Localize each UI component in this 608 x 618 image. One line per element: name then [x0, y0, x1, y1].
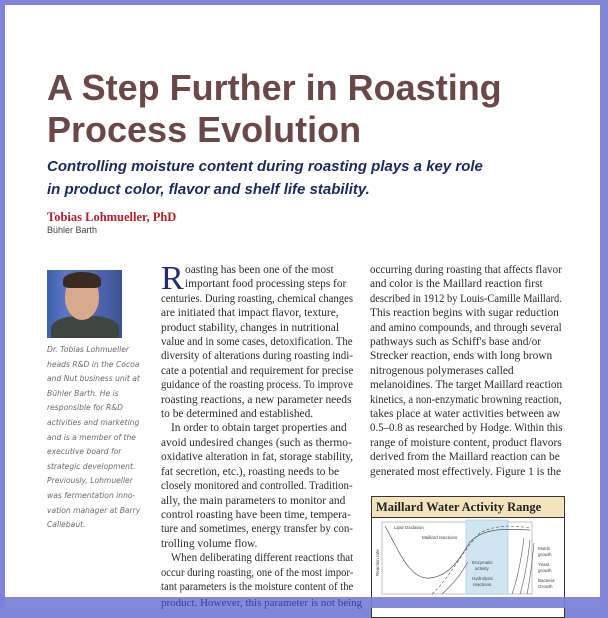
- window-frame-right: [600, 0, 608, 608]
- text-line: trolling volume flow.: [161, 537, 258, 550]
- text-line: Strecker reaction, ends with long brown: [370, 350, 553, 363]
- text-line-row: [161, 277, 353, 291]
- subtitle-line: [47, 155, 492, 178]
- text-line-row: [161, 306, 353, 320]
- text-line: occur during roasting, one of the most impor-: [161, 566, 354, 579]
- text-line-row: [47, 504, 147, 519]
- text-line-row: [47, 372, 147, 387]
- label-bacteria: Growth: [538, 584, 553, 589]
- text-line: pathways such as Schiff's base and/or: [370, 336, 542, 349]
- text-line: executive board for: [47, 447, 122, 457]
- text-line-row: [161, 580, 353, 594]
- label-enzymatic: Enzymatic: [472, 560, 493, 565]
- text-line: kinetics, a non-enzymatic browning reaction,: [370, 393, 562, 406]
- text-line-row: [370, 335, 562, 349]
- text-line: avoid undesired changes (such as thermo-: [161, 436, 352, 449]
- label-lipid-oxidation: Lipid Oxidation: [394, 525, 424, 530]
- text-line: cate a potential and requirement for precise: [161, 364, 354, 377]
- text-line-row: [370, 436, 562, 450]
- text-line: activities and marketing: [47, 417, 140, 427]
- text-line: 0.5–0.8 as researched by Hodge. Within this: [370, 422, 563, 435]
- y-axis-label: Reaction rate: [375, 549, 380, 576]
- text-line-row: [47, 518, 147, 533]
- subtitle-line: [47, 178, 492, 201]
- text-line: was fermentation inno-: [47, 490, 136, 500]
- text-line-row: [47, 460, 147, 475]
- text-line: closely monitored and controlled. Tradition-: [161, 480, 353, 493]
- text-line-row: [370, 450, 562, 464]
- text-line-row: [370, 277, 562, 291]
- text-line: melanoidines. The target Maillard reaction: [370, 379, 563, 392]
- author-name: Tobias Lohmueller, PhD: [47, 210, 177, 224]
- label-hydrolysis: Hydrolysis: [472, 576, 493, 581]
- text-line-row: [161, 508, 353, 522]
- photo-hair: [63, 272, 101, 288]
- text-line: control roasting have been time, tempera-: [161, 508, 351, 521]
- text-line: derived from the Maillard reaction can be: [370, 451, 560, 464]
- text-line-row: [47, 445, 147, 460]
- author-photo: [47, 270, 122, 338]
- text-line: important food processing steps for: [185, 278, 347, 291]
- text-line-row: [370, 407, 562, 421]
- text-line-row: [370, 292, 562, 306]
- author-affiliation: Bühler Barth: [47, 225, 98, 235]
- text-line-row: [161, 393, 353, 407]
- text-line-row: [47, 358, 147, 373]
- subtitle-line-text: in product color, flavor and shelf life stability.: [47, 181, 370, 198]
- text-line: guidance of the roasting process. To improve: [161, 379, 353, 392]
- chart-frame: [382, 522, 532, 594]
- text-line-row: [370, 393, 562, 407]
- label-bacteria: Bacteria: [538, 578, 555, 583]
- text-line: fat secretion, etc.), roasting needs to be: [161, 465, 340, 478]
- text-line: are initiated that impact flavor, texture,: [161, 307, 339, 320]
- text-line-row: [47, 416, 147, 431]
- text-line-row: [47, 431, 147, 446]
- label-molds: growth: [538, 552, 552, 557]
- text-line: In order to obtain target properties and: [171, 422, 347, 435]
- label-enzymatic: activity: [475, 566, 489, 571]
- text-line-row: [370, 421, 562, 435]
- text-line-row: [161, 465, 353, 479]
- title-line-text: A Step Further in Roasting: [47, 67, 502, 108]
- text-line: oasting has been one of the most: [185, 264, 334, 276]
- text-line-row: [161, 479, 353, 493]
- text-line: tant parameters is the moisture content of the: [161, 580, 354, 593]
- text-line-row: [370, 321, 562, 335]
- text-line: Dr. Tobias Lohmueller: [47, 345, 129, 354]
- figure-title: Maillard Water Activity Range: [372, 497, 564, 518]
- text-line: diversity of alterations during roasting indi-: [161, 350, 353, 363]
- label-molds: Molds: [538, 546, 551, 551]
- text-line: nitrogenous polymerases called: [370, 364, 514, 377]
- text-line: heads R&D in the Cocoa: [47, 359, 140, 369]
- text-line: value and in some cases, detoxification. The: [161, 336, 353, 349]
- text-line-row: [161, 378, 353, 392]
- text-line-row: [161, 566, 353, 580]
- text-line-row: [161, 263, 353, 277]
- text-line-row: [161, 494, 353, 508]
- text-line-row: [161, 436, 353, 450]
- body-column-2: [370, 263, 562, 479]
- article-subtitle: [47, 155, 492, 201]
- text-line: described in 1912 by Louis-Camille Maillard.: [370, 292, 562, 305]
- text-line-row: [161, 407, 353, 421]
- text-line: Callebaut.: [47, 520, 86, 530]
- text-line: range of moisture content, product flavors: [370, 436, 562, 449]
- text-line-row: [161, 522, 353, 536]
- text-line-row: [370, 263, 562, 277]
- text-line: responsible for R&D: [47, 403, 124, 413]
- microbial-growth-curves: [512, 538, 534, 594]
- text-line-row: [161, 349, 353, 363]
- text-line: ture and sometimes, energy transfer by con-: [161, 523, 354, 536]
- text-line: occurring during roasting that affects flavor: [370, 264, 562, 276]
- text-line: and color is the Maillard reaction first: [370, 278, 543, 291]
- text-line-row: [47, 387, 147, 402]
- text-line: and is a member of the: [47, 432, 136, 442]
- text-line-row: [370, 306, 562, 320]
- author-bio: [47, 343, 147, 533]
- label-yeast: growth: [538, 568, 552, 573]
- text-line-row: [161, 292, 353, 306]
- title-line: [47, 67, 507, 109]
- text-line: oxidative alteration in fat, storage stability,: [161, 451, 354, 464]
- text-line: When deliberating different reactions that: [171, 552, 354, 565]
- text-line-row: [370, 378, 562, 392]
- text-line-row: [161, 364, 353, 378]
- text-line: to be determined and established.: [161, 408, 314, 421]
- text-line: strategic development.: [47, 461, 136, 471]
- text-line: Bühler Barth. He is: [47, 388, 119, 398]
- title-line: [47, 109, 507, 151]
- text-line-row: [370, 364, 562, 378]
- text-line-row: [370, 465, 562, 479]
- text-line-row: [47, 474, 147, 489]
- text-line-row: [47, 489, 147, 504]
- label-yeast: Yeast: [538, 562, 550, 567]
- text-line-row: [161, 551, 353, 565]
- text-line: This reaction begins with sugar reduction: [370, 307, 559, 320]
- text-line: Previously, Lohmueller: [47, 476, 133, 486]
- drop-cap: R: [161, 260, 184, 297]
- text-line-row: [370, 349, 562, 363]
- text-line: product stability, changes in nutritional: [161, 321, 339, 334]
- text-line: roasting reactions, a new parameter needs: [161, 393, 352, 406]
- text-line-row: [161, 537, 353, 551]
- text-line-row: [161, 450, 353, 464]
- text-line-row: [161, 335, 353, 349]
- text-line: and Nut business unit at: [47, 374, 140, 384]
- cutoff-text-line: product. However, this parameter is not being: [161, 597, 363, 609]
- text-line: vation manager at Barry: [47, 505, 141, 515]
- text-line-row: [161, 421, 353, 435]
- text-line: centuries. During roasting, chemical changes: [161, 292, 353, 305]
- body-column-1: [161, 260, 354, 594]
- text-line: and amino compounds, and through several: [370, 321, 562, 334]
- text-line: generated most effectively. Figure 1 is the: [370, 465, 562, 478]
- text-line: ally, the main parameters to monitor and: [161, 494, 346, 507]
- subtitle-line-text: Controlling moisture content during roasting plays a key role: [47, 158, 483, 175]
- text-line-row: [47, 343, 147, 358]
- text-line-row: [161, 321, 353, 335]
- text-line: takes place at water activities between aw: [370, 408, 561, 421]
- text-line-row: [47, 401, 147, 416]
- title-line-text: Process Evolution: [47, 109, 362, 150]
- label-hydrolysis: reactions: [473, 582, 492, 587]
- document-page: [5, 5, 600, 608]
- label-maillard-reactions: Maillard reactions: [422, 535, 458, 540]
- article-title: [47, 67, 507, 151]
